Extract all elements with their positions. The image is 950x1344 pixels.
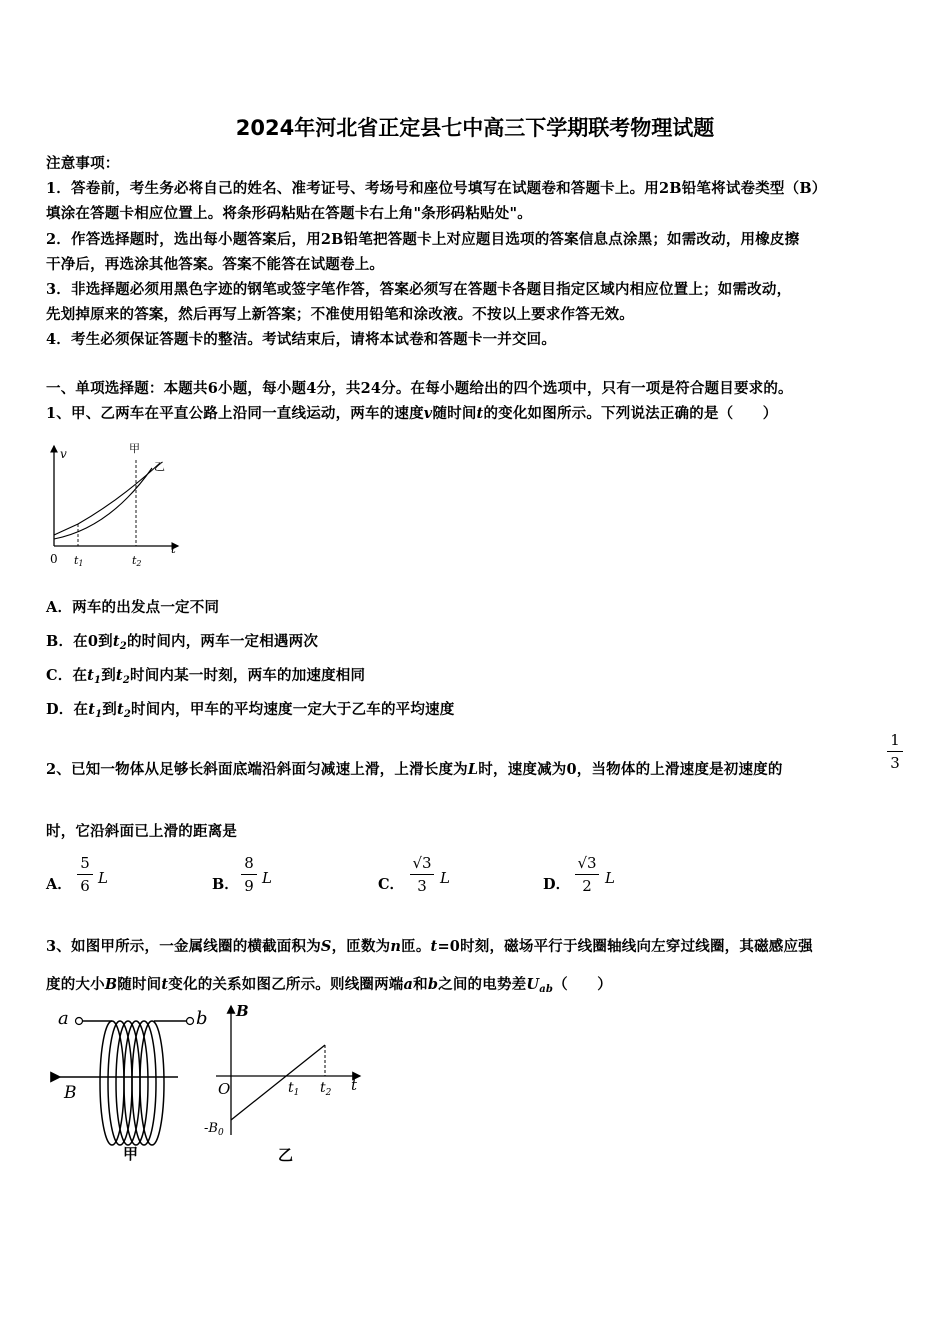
q1-option-d: D．在$t_1$到$t_2$时间内，甲车的平均速度一定大于乙车的平均速度 bbox=[46, 701, 455, 720]
terminal-b bbox=[187, 1018, 194, 1025]
page-title: 2024年河北省正定县七中高三下学期联考物理试题 bbox=[235, 116, 715, 140]
q3-stem-cont: 度的大小B随时间t变化的关系如图乙所示。则线圈两端a和b之间的电势差$U_{ab}$（ ） bbox=[46, 976, 612, 995]
notice-line: 2．作答选择题时，选出每小题答案后，用2B铅笔把答题卡上对应题目选项的答案信息点涂黑；如需改动，用橡皮擦 bbox=[46, 231, 800, 248]
O-label: O bbox=[218, 1080, 231, 1098]
t2-label: t2 bbox=[132, 554, 142, 568]
coil-turns bbox=[100, 1021, 164, 1145]
q2-option-d: D． √3 2 L bbox=[543, 854, 615, 895]
t2-label: $t_2$ bbox=[320, 1080, 332, 1098]
q3-bt-graph bbox=[198, 1000, 378, 1170]
t-label: t bbox=[171, 542, 176, 556]
notice-line: 4．考生必须保证答题卡的整洁。考试结束后，请将本试卷和答题卡一并交回。 bbox=[46, 331, 557, 348]
q3-coil-figure bbox=[50, 1005, 210, 1165]
q1-option-a: A．两车的出发点一定不同 bbox=[46, 599, 220, 616]
q2-fraction: 1 3 bbox=[884, 730, 906, 773]
notice-line: 填涂在答题卡相应位置上。将条形码粘贴在答题卡右上角"条形码粘贴处"。 bbox=[46, 205, 532, 222]
v-label: v bbox=[60, 447, 67, 461]
section-heading: 一、单项选择题：本题共6小题，每小题4分，共24分。在每小题给出的四个选项中，只有一项是符合题目要求的。 bbox=[46, 380, 793, 397]
caption-yi: 乙 bbox=[278, 1146, 294, 1164]
origin-label: 0 bbox=[50, 552, 58, 566]
q2-stem: 2、已知一物体从足够长斜面底端沿斜面匀减速上滑，上滑长度为L时，速度减为0，当物体的上滑速度是初速度的 bbox=[46, 761, 783, 778]
notice-line: 3．非选择题必须用黑色字迹的钢笔或签字笔作答，答案必须写在答题卡各题目指定区域内相应位置上；如需改动， bbox=[46, 281, 792, 298]
field-B-label: B bbox=[64, 1083, 77, 1103]
neg-B0-label: $-B_0$ bbox=[204, 1121, 224, 1138]
notice-line: 先划掉原来的答案，然后再写上新答案；不准使用铅笔和涂改液。不按以上要求作答无效。 bbox=[46, 306, 634, 323]
terminal-b-label: b bbox=[196, 1008, 208, 1029]
q2-stem-cont: 时，它沿斜面已上滑的距离是 bbox=[46, 823, 238, 840]
t-label: t bbox=[351, 1076, 358, 1094]
q1-vt-graph bbox=[40, 438, 190, 573]
q2-option-a: A． 5 6 L bbox=[46, 854, 108, 895]
t1-label: $t_1$ bbox=[288, 1080, 300, 1098]
terminal-a bbox=[76, 1018, 83, 1025]
notice-line: 1．答卷前，考生务必将自己的姓名、准考证号、考场号和座位号填写在试题卷和答题卡上。用2B铅笔将试卷类型（B） bbox=[46, 180, 827, 197]
q1-stem: 1、甲、乙两车在平直公路上沿同一直线运动，两车的速度v随时间t的变化如图所示。下列说法正确的是（ ） bbox=[46, 405, 778, 422]
t1-label: t1 bbox=[74, 554, 84, 568]
q2-option-c: C． √3 3 L bbox=[378, 854, 450, 895]
B-label: B bbox=[236, 1002, 249, 1020]
q2-option-b: B． 8 9 L bbox=[212, 854, 272, 895]
B-line bbox=[231, 1045, 325, 1120]
curve-yi bbox=[54, 463, 160, 535]
terminal-a-label: a bbox=[58, 1008, 69, 1029]
yi-label: 乙 bbox=[154, 460, 165, 473]
q3-stem: 3、如图甲所示，一金属线圈的横截面积为S，匝数为n匝。t=0时刻，磁场平行于线圈轴线向左穿过线圈，其磁感应强 bbox=[46, 938, 813, 955]
jia-label: 甲 bbox=[129, 442, 140, 455]
q1-option-c: C．在$t_1$到$t_2$时间内某一时刻，两车的加速度相同 bbox=[46, 667, 366, 686]
caption-jia: 甲 bbox=[123, 1145, 139, 1163]
notice-line: 干净后，再选涂其他答案。答案不能答在试题卷上。 bbox=[46, 256, 385, 273]
notice-heading: 注意事项： bbox=[46, 155, 120, 172]
q1-option-b: B．在0到$t_2$的时间内，两车一定相遇两次 bbox=[46, 633, 319, 652]
